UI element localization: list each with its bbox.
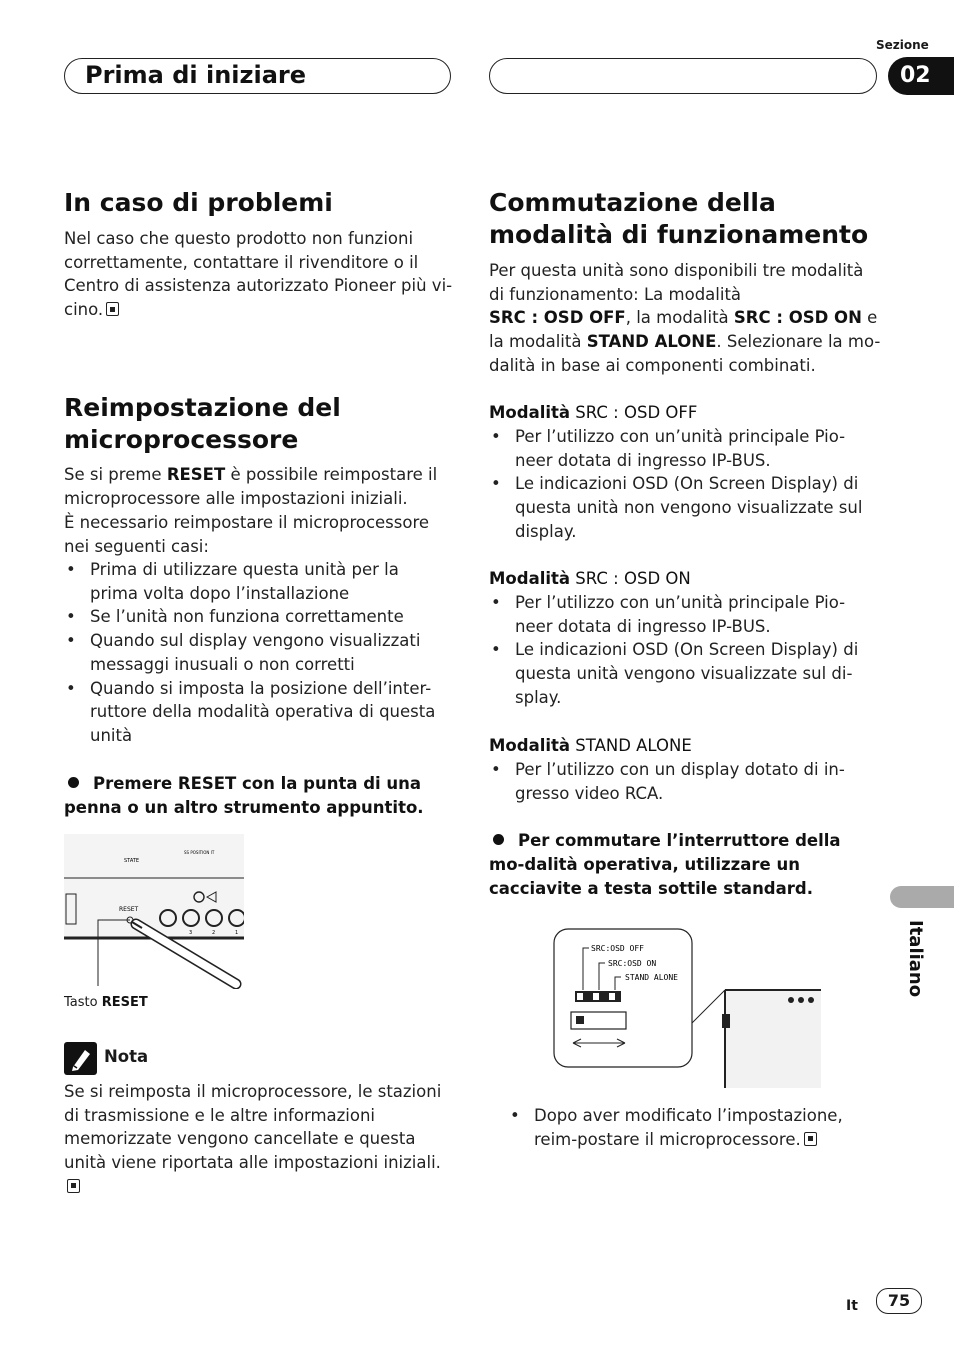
switch-label-osd-off: SRC:OSD OFF [591, 944, 644, 953]
language-tab [890, 886, 954, 908]
modes-title: Commutazione della modalità di funzionamento [489, 188, 869, 249]
section-number-badge [888, 57, 954, 95]
end-mark-icon [804, 1132, 817, 1146]
mode3-list [489, 758, 879, 805]
list-item: • Dopo aver modificato l’impostazione, reim-postare il microprocessore. [508, 1104, 878, 1151]
svg-text:STATE: STATE [124, 858, 140, 864]
mode1-heading: Modalità SRC : OSD OFF [489, 403, 698, 422]
bullet-dot-icon [68, 777, 79, 788]
reset-intro: Se si preme RESET è possibile reimpostare il microprocessore alle impostazioni iniziali. [64, 465, 438, 508]
modes-instruction: Per commutare l’interruttore della mo-dalità operativa, utilizzare un cacciavite a testa sottile standard. [489, 831, 841, 898]
figure-port-number: 2 [212, 930, 216, 936]
list-item: • Quando si imposta la posizione dell’inter-ruttore della modalità operativa di questa unità [64, 677, 444, 748]
mode2-list [489, 591, 879, 710]
mode1-list [489, 425, 879, 544]
mode3-heading: Modalità STAND ALONE [489, 736, 692, 755]
chapter-title: Prima di iniziare [85, 61, 307, 89]
chapter-pill [64, 58, 451, 94]
list-item: • Per l’utilizzo con un display dotato di in-gresso video RCA. [489, 758, 879, 805]
mode2-heading: Modalità SRC : OSD ON [489, 569, 691, 588]
list-item: • Se l’unità non funziona correttamente [64, 605, 444, 629]
list-item: • Le indicazioni OSD (On Screen Display) di questa unità non vengono visualizzate sul display. [489, 472, 879, 543]
figure-reset-label: RESET [119, 906, 139, 913]
list-item: • Le indicazioni OSD (On Screen Display) di questa unità vengono visualizzate sul di-splay. [489, 638, 879, 709]
end-mark-icon [106, 302, 119, 316]
list-item: • Per l’utilizzo con un’unità principale Pio-neer dotata di ingresso IP-BUS. [489, 425, 879, 472]
language-label: Italiano [905, 920, 926, 998]
reset-cases-list [64, 558, 444, 748]
mode-switch-figure [553, 928, 823, 1090]
page-number: 75 [887, 1291, 911, 1310]
figure-port-number: 1 [235, 930, 239, 936]
figure-caption: Tasto RESET [64, 995, 148, 1010]
figure-port-number: 3 [189, 930, 193, 936]
page-number-badge [876, 1288, 922, 1314]
switch-label-stand-alone: STAND ALONE [625, 973, 678, 982]
list-item: • Quando sul display vengono visualizzati messaggi inusuali o non corretti [64, 629, 444, 676]
section-label: Sezione [876, 38, 929, 52]
end-mark-icon [67, 1179, 80, 1193]
footer-lang-code: It [846, 1298, 858, 1314]
reset-title: Reimpostazione del microprocessore [64, 393, 341, 454]
section-number: 02 [900, 63, 931, 88]
note-pen-icon [64, 1042, 97, 1075]
note-title: Nota [104, 1047, 149, 1066]
reset-button-figure [64, 834, 244, 989]
svg-text:SS POSITION IT: SS POSITION IT [184, 850, 215, 855]
problems-title: In caso di problemi [64, 188, 333, 217]
modes-after-list [508, 1104, 878, 1151]
problems-body: Nel caso che questo prodotto non funzioni correttamente, contattare il rivenditore o il Centro di assistenza autorizzato Pioneer più vi-cino. [64, 229, 453, 320]
modes-intro: Per questa unità sono disponibili tre modalità di funzionamento: La modalità SRC : OSD OFF, la modalità SRC : OSD ON e la modalità STAND ALONE. Selezionare la mo-dalità in base ai componenti combinati. [489, 261, 881, 375]
header-empty-pill [489, 58, 877, 94]
bullet-dot-icon [493, 834, 504, 845]
reset-instruction: Premere RESET con la punta di una penna o un altro strumento appuntito. [64, 774, 424, 817]
note-body: Se si reimposta il microprocessore, le stazioni di trasmissione e le altre informazioni memorizzate vengono cancellate e questa unità viene riportata alle impostazioni iniziali. [64, 1080, 456, 1199]
switch-label-osd-on: SRC:OSD ON [608, 959, 657, 968]
list-item: • Prima di utilizzare questa unità per la prima volta dopo l’installazione [64, 558, 444, 605]
reset-need-text: È necessario reimpostare il microprocessore nei seguenti casi: [64, 513, 430, 556]
list-item: • Per l’utilizzo con un’unità principale Pio-neer dotata di ingresso IP-BUS. [489, 591, 879, 638]
